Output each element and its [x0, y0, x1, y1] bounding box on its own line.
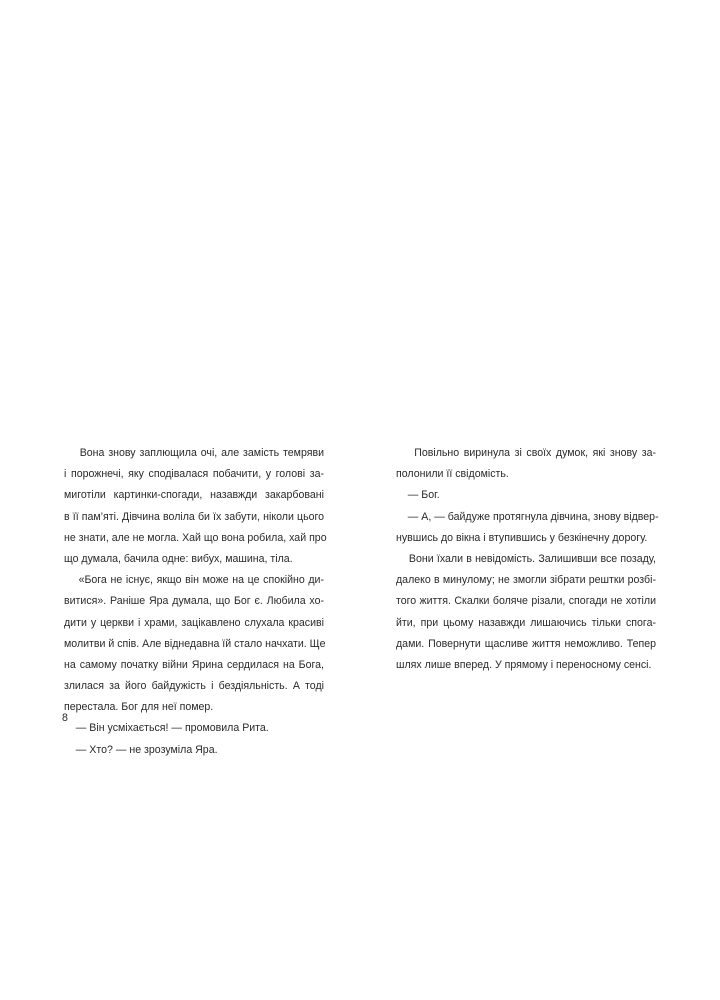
text-line: полонили її свідомість. [396, 468, 509, 481]
text-line: Повільно виринула зі своїх думок, які знову за- [396, 447, 656, 459]
text-line: шлях лише вперед. У прямому і переносному сенсі. [396, 658, 652, 671]
page-number: 8 [62, 712, 68, 724]
text-line: — Він усміхається! — промовила Рита. [64, 722, 269, 735]
text-line: дами. Повернути щасливе життя неможливо. Тепер [396, 637, 656, 650]
text-line: далеко в минулому; не змогли зібрати рештки розбі- [396, 574, 656, 587]
text-line: — А, — байдуже протягнула дівчина, знову відвер- [396, 510, 659, 523]
text-line: не знати, але не могла. Хай що вона робила, хай про [64, 531, 327, 544]
text-line: і порожнечі, яку сподівалася побачити, у голові за- [64, 468, 324, 481]
text-line: дити у церкви і храми, зацікавлено слухала красиві [64, 616, 324, 629]
left-text-column [64, 443, 327, 761]
text-line: Вона знову заплющила очі, але замість темряви [64, 447, 324, 459]
text-line: молитви й спів. Але віднедавна їй стало начхати. Ще [64, 637, 326, 650]
right-text-column [396, 443, 659, 676]
text-line: злилася за його байдужість і бездіяльність. А тоді [64, 680, 324, 693]
text-line: того життя. Скалки боляче різали, спогади не хотіли [396, 595, 656, 608]
text-line: — Хто? — не зрозуміла Яра. [64, 743, 218, 756]
text-line: в її пам’яті. Дівчина воліла би їх забути, ніколи цього [64, 510, 324, 523]
text-line: що думала, бачила одне: вибух, машина, тіла. [64, 552, 293, 565]
text-line: витися». Раніше Яра думала, що Бог є. Любила хо- [64, 595, 324, 608]
text-line: перестала. Бог для неї помер. [64, 701, 214, 714]
text-line: на самому початку війни Ярина сердилася на Бога, [64, 658, 324, 671]
text-line: «Бога не існує, якщо він може на це спокійно ди- [64, 574, 324, 587]
text-line: нувшись до вікна і втупившись у безкінечну дорогу. [396, 531, 648, 544]
text-line: — Бог. [396, 489, 440, 502]
text-line: йти, при цьому назавжди лишаючись тільки спога- [396, 616, 656, 629]
text-line: миготіли картинки-спогади, назавжди закарбовані [64, 489, 324, 502]
text-line: Вони їхали в невідомість. Залишивши все позаду, [396, 552, 656, 565]
